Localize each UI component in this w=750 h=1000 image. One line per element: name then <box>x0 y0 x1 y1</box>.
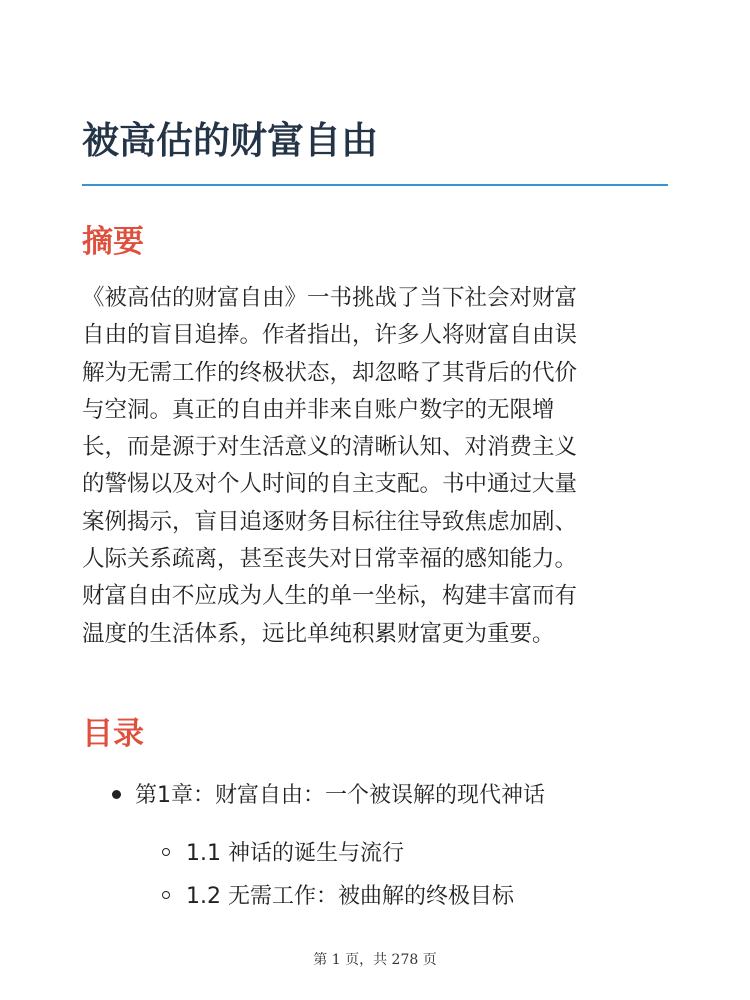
page-number-footer: 第 1 页，共 278 页 <box>313 952 437 968</box>
bullet-circle-icon <box>162 848 170 856</box>
bullet-disc-icon <box>112 790 121 799</box>
toc-chapter-label: 第1章：财富自由：一个被误解的现代神话 <box>135 783 545 808</box>
abstract-line: 《被高估的财富自由》一书挑战了当下社会对财富 <box>82 285 578 311</box>
abstract-line: 解为无需工作的终极状态，却忽略了其背后的代价 <box>82 359 578 386</box>
toc-section-label: 1.2 无需工作：被曲解的终极目标 <box>186 884 514 909</box>
abstract-line: 与空洞。真正的自由并非来自账户数字的无限增 <box>82 396 555 423</box>
abstract-line: 人际关系疏离，甚至丧失对日常幸福的感知能力。 <box>82 546 578 573</box>
bullet-circle-icon <box>162 891 170 899</box>
abstract-heading: 摘要 <box>82 224 144 260</box>
abstract-paragraph <box>82 280 672 653</box>
abstract-line: 的警惕以及对个人时间的自主支配。书中通过大量 <box>82 471 578 498</box>
document-title: 被高估的财富自由 <box>82 119 378 162</box>
title-divider <box>82 184 668 186</box>
abstract-line: 长，而是源于对生活意义的清晰认知、对消费主义 <box>82 434 578 461</box>
abstract-line: 自由的盲目追捧。作者指出，许多人将财富自由误 <box>82 322 578 349</box>
toc-section-label: 1.1 神话的诞生与流行 <box>186 841 404 866</box>
abstract-line: 财富自由不应成为人生的单一坐标，构建丰富而有 <box>82 583 578 610</box>
toc-heading: 目录 <box>82 716 144 752</box>
toc-section-item[interactable] <box>162 836 404 872</box>
toc-section-item[interactable] <box>162 879 514 915</box>
abstract-line: 案例揭示，盲目追逐财务目标往往导致焦虑加剧、 <box>82 508 578 535</box>
toc-chapter-item[interactable] <box>112 778 545 814</box>
abstract-line: 温度的生活体系，远比单纯积累财富更为重要。 <box>82 620 555 647</box>
